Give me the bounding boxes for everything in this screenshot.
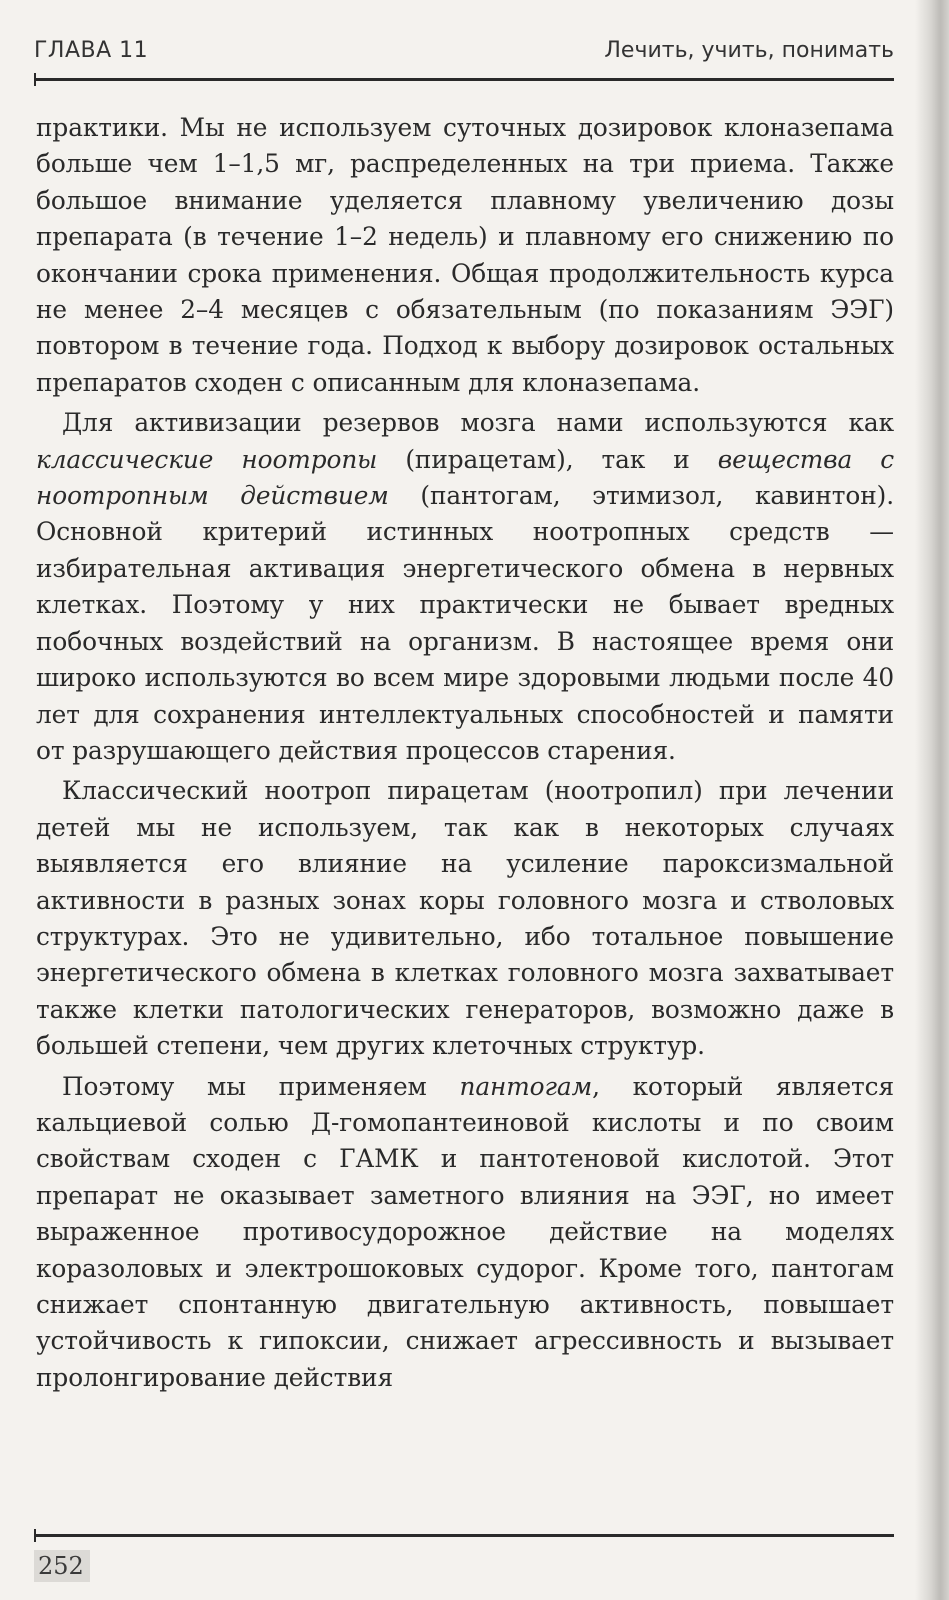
paragraph-2-text-a: Для активизации резервов мозга нами используются как [62,408,894,438]
paragraph-2-text-c: (пантогам, этимизол, кавинтон). Основной критерий истинных ноотропных средств — избирательная активация энергетического обмена в нервных клетках. Поэтому у них практически не бывает вредных побочных воздействий на организм. В настоящее время они широко используются во всем мире здоровыми людьми после 40 лет для сохранения интеллектуальных способностей и памяти от разрушающего действия процессов старения. [36,481,894,765]
paragraph-1 [36,110,894,401]
term-nootropic-substances: вещества с ноотропным действием [36,444,894,511]
chapter-label: ГЛАВА 11 [34,38,149,63]
paragraph-2 [36,405,894,769]
paragraph-4-text-a: Поэтому мы применяем [62,1071,460,1101]
term-classic-nootropics: классические ноотропы [36,444,378,474]
paragraph-4 [36,1069,894,1397]
paragraph-1-text: практики. Мы не используем суточных дозировок клоназепама больше чем 1–1,5 мг, распределенных на три приема. Также большое внимание уделяется плавному увеличению дозы препарата (в течение 1–2 недель) и плавному его снижению по окончании срока применения. Общая продолжительность курса не менее 2–4 месяцев с обязательным (по показаниям ЭЭГ) повтором в течение года. Подход к выбору дозировок остальных препаратов сходен с описанным для клоназепама. [36,113,894,397]
page-edge-shadow [915,0,949,1600]
footer-rule [34,1534,894,1537]
running-title: Лечить, учить, понимать [604,38,894,63]
paragraph-3 [36,773,894,1064]
running-head [34,38,894,74]
paragraph-3-text: Классический ноотроп пирацетам (ноотропил) при лечении детей мы не используем, так как в некоторых случаях выявляется его влияние на усиление пароксизмальной активности в разных зонах коры головного мозга и стволовых структурах. Это не удивительно, ибо тотальное повышение энергетического обмена в клетках головного мозга захватывает также клетки патологических генераторов, возможно даже в большей степени, чем других клеточных структур. [36,776,894,1061]
term-pantogam: пантогам [459,1071,593,1101]
paragraph-2-text-b: (пирацетам), так и [377,444,718,474]
page-number: 252 [34,1550,90,1582]
body-text [36,110,894,1396]
paragraph-4-text-b: , который является кальциевой солью Д-гомопантеиновой кислоты и по своим свойствам сходен с ГАМК и пантотеновой кислотой. Этот препарат не оказывает заметного влияния на ЭЭГ, но имеет выраженное противосудорожное действие на моделях коразоловых и электрошоковых судорог. Кроме того, пантогам снижает спонтанную двигательную активность, повышает устойчивость к гипоксии, снижает агрессивность и вызывает пролонгирование действия [36,1071,894,1392]
header-rule [34,78,894,81]
